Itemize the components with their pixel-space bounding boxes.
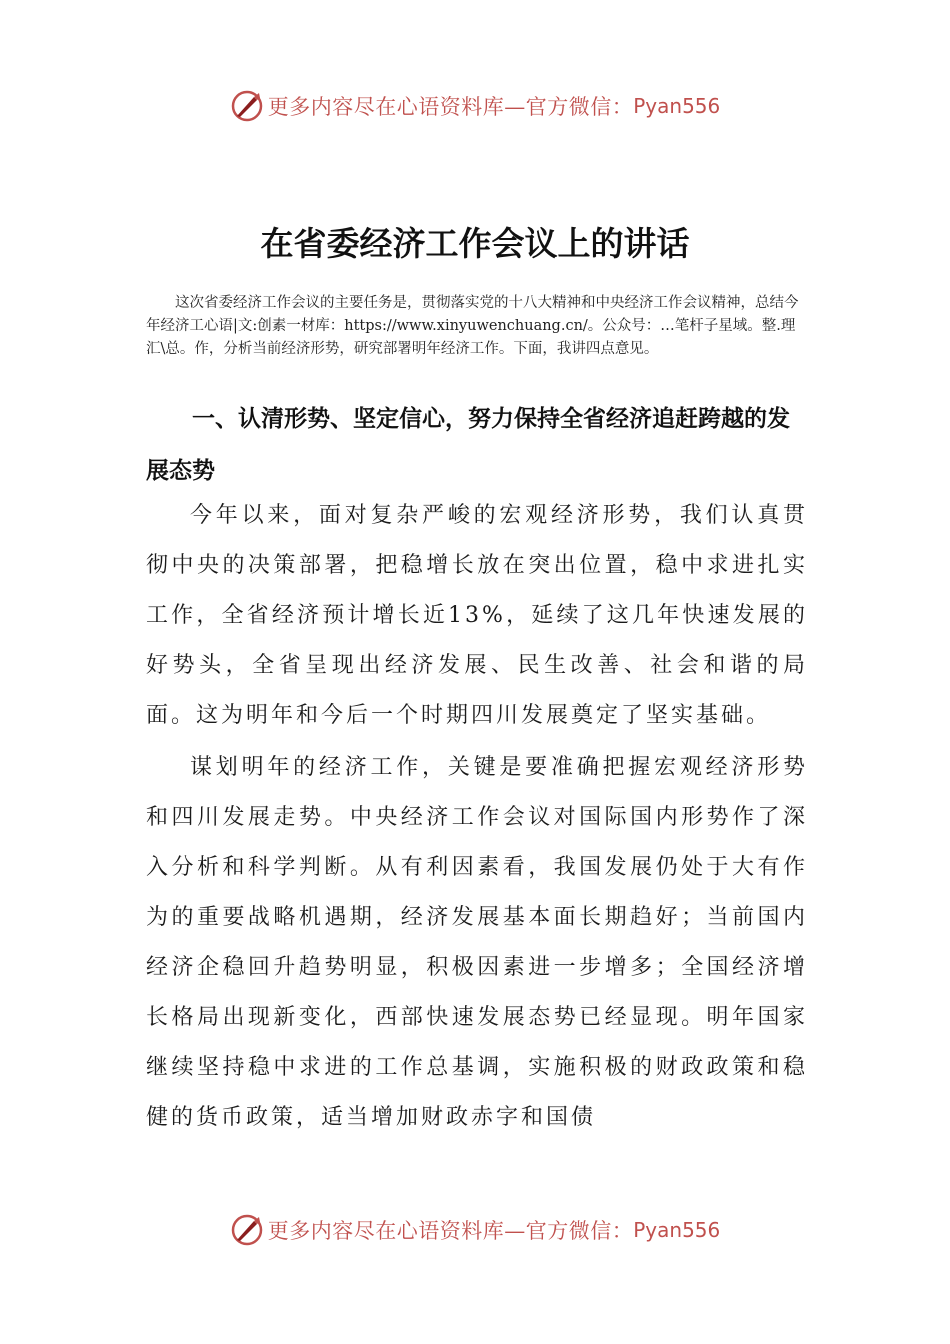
intro-text: 这次省委经济工作会议的主要任务是，贯彻落实党的十八大精神和中央经济工作会议精神，总结今年经济工心语|文:创素一材库：https://www.xinyuwenchuang.cn/。公众号：…笔杆子星域。整.理汇\总。作，分析当前经济形势，研究部署明年经济工作。下面，我讲四点意见。	[146, 295, 799, 357]
banner-text: 更多内容尽在心语资料库—官方微信：	[267, 95, 634, 119]
quill-logo-icon	[230, 89, 264, 123]
quill-logo-icon	[230, 1213, 264, 1247]
body-paragraph: 谋划明年的经济工作，关键是要准确把握宏观经济形势和四川发展走势。中央经济工作会议对国际国内形势作了深入分析和科学判断。从有利因素看，我国发展仍处于大有作为的重要战略机遇期，经济发展基本面长期趋好；当前国内经济企稳回升趋势明显，积极因素进一步增多；全国经济增长格局出现新变化，西部快速发展态势已经显现。明年国家继续坚持稳中求进的工作总基调，实施积极的财政政策和稳健的货币政策，适当增加财政赤字和国债	[146, 755, 808, 1130]
intro-paragraph	[146, 292, 808, 361]
footer-watermark-banner	[0, 1208, 950, 1252]
banner-text: 更多内容尽在心语资料库—官方微信：	[267, 1219, 634, 1243]
document-body	[146, 491, 808, 1143]
document-title: 在省委经济工作会议上的讲话	[260, 224, 690, 263]
section-heading: 一、认清形势、坚定信心，努力保持全省经济追赶跨越的发展态势	[146, 406, 790, 484]
banner-wechat-id: Pyan556	[633, 94, 721, 118]
header-watermark-banner	[0, 84, 950, 128]
banner-wechat-id: Pyan556	[633, 1218, 721, 1242]
body-paragraph: 今年以来，面对复杂严峻的宏观经济形势，我们认真贯彻中央的决策部署，把稳增长放在突出位置，稳中求进扎实工作，全省经济预计增长近13%，延续了这几年快速发展的好势头，全省呈现出经济发展、民生改善、社会和谐的局面。这为明年和今后一个时期四川发展奠定了坚实基础。	[146, 503, 808, 728]
